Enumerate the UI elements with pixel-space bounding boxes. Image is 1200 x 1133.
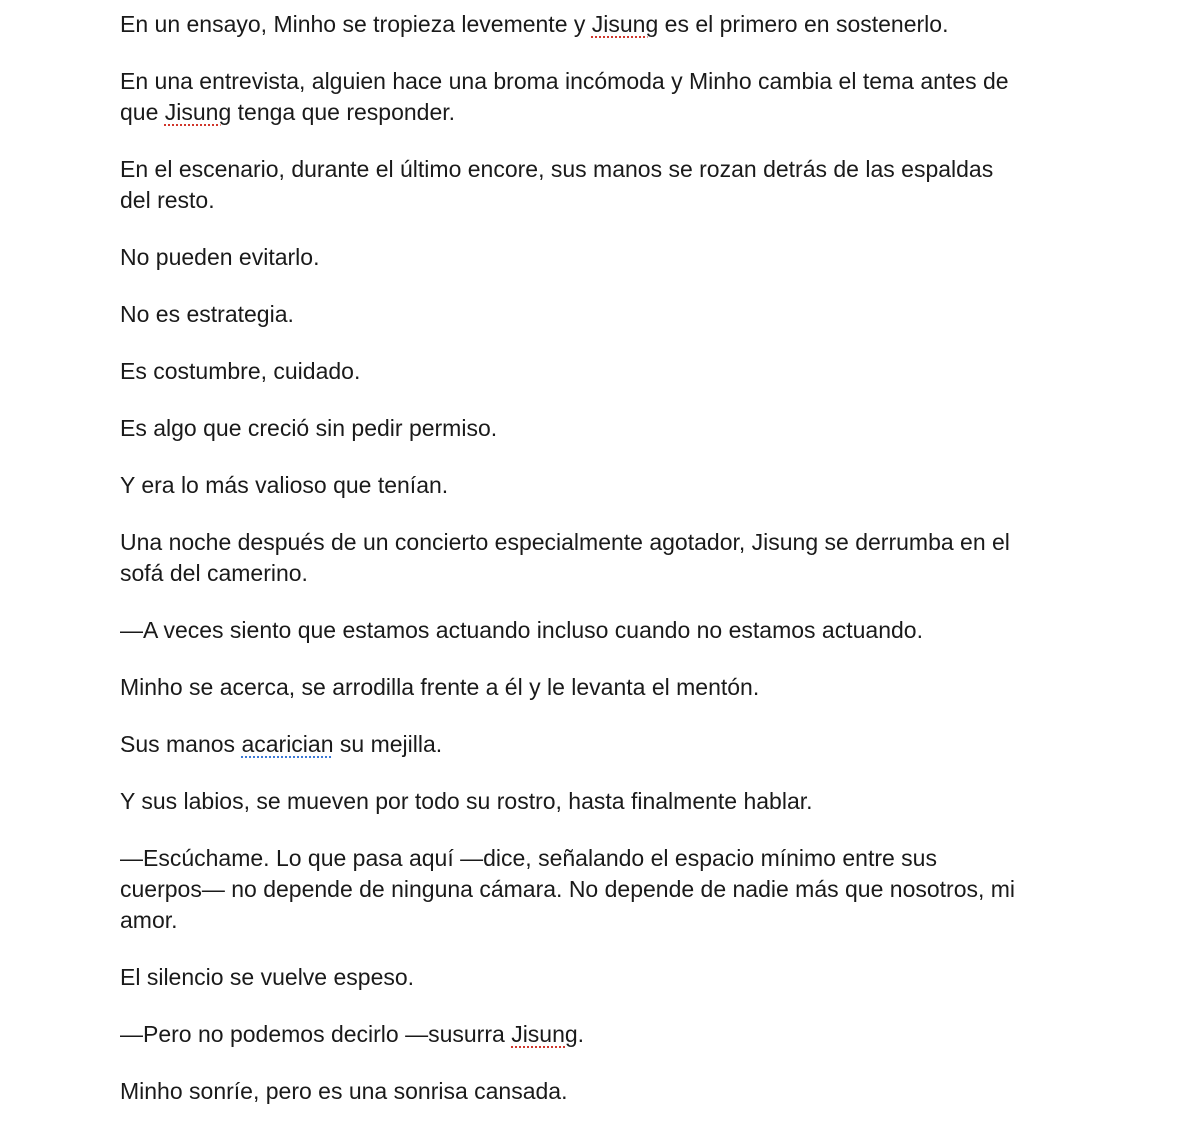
text-run: . bbox=[577, 1021, 585, 1047]
paragraph bbox=[120, 1019, 1020, 1050]
paragraph bbox=[120, 9, 1020, 40]
paragraph bbox=[120, 1076, 1020, 1107]
text-run: En el escenario, durante el último encore, sus manos se rozan detrás de las espaldas del resto. bbox=[120, 156, 994, 213]
text-run: Minho se acerca, se arrodilla frente a él y le levanta el mentón. bbox=[120, 674, 760, 700]
paragraph bbox=[120, 470, 1020, 501]
paragraph bbox=[120, 843, 1020, 936]
text-run: Y sus labios, se mueven por todo su rostro, hasta finalmente hablar. bbox=[120, 788, 813, 814]
text-run: No es estrategia. bbox=[120, 301, 294, 327]
paragraph bbox=[120, 962, 1020, 993]
spelling-error-word[interactable]: Jisung bbox=[591, 11, 659, 37]
paragraph bbox=[120, 786, 1020, 817]
paragraph bbox=[120, 729, 1020, 760]
paragraph bbox=[120, 413, 1020, 444]
text-run: Y era lo más valioso que tenían. bbox=[120, 472, 449, 498]
text-run: Minho sonríe, pero es una sonrisa cansada. bbox=[120, 1078, 568, 1104]
text-run: Es costumbre, cuidado. bbox=[120, 358, 361, 384]
spelling-error-word[interactable]: Jisung bbox=[164, 99, 232, 125]
spelling-error-word[interactable]: Jisung bbox=[511, 1021, 578, 1047]
text-run: No pueden evitarlo. bbox=[120, 244, 320, 270]
text-run: Es algo que creció sin pedir permiso. bbox=[120, 415, 498, 441]
paragraph bbox=[120, 66, 1020, 128]
text-run: Sus manos bbox=[120, 731, 242, 757]
paragraph bbox=[120, 672, 1020, 703]
paragraph bbox=[120, 299, 1020, 330]
paragraph bbox=[120, 356, 1020, 387]
text-run: En un ensayo, Minho se tropieza levemente y bbox=[120, 11, 592, 37]
paragraph bbox=[120, 154, 1020, 216]
text-run: es el primero en sostenerlo. bbox=[658, 11, 949, 37]
text-run: tenga que responder. bbox=[231, 99, 456, 125]
text-run: Una noche después de un concierto especialmente agotador, Jisung se derrumba en el sofá del camerino. bbox=[120, 529, 1010, 586]
text-run: —Pero no podemos decirlo —susurra bbox=[120, 1021, 512, 1047]
paragraph bbox=[120, 615, 1020, 646]
text-run: —A veces siento que estamos actuando incluso cuando no estamos actuando. bbox=[120, 617, 923, 643]
text-run: En una entrevista, alguien hace una broma incómoda y Minho cambia el tema antes de que bbox=[120, 68, 1009, 125]
text-run: El silencio se vuelve espeso. bbox=[120, 964, 415, 990]
text-run: su mejilla. bbox=[333, 731, 443, 757]
paragraph bbox=[120, 527, 1020, 589]
paragraph bbox=[120, 242, 1020, 273]
text-run: —Escúchame. Lo que pasa aquí —dice, señalando el espacio mínimo entre sus cuerpos— no depende de ninguna cámara. No depende de nadie más que nosotros, mi amor. bbox=[120, 845, 1016, 933]
grammar-suggestion-word[interactable]: acarician bbox=[241, 731, 334, 757]
document-body[interactable] bbox=[120, 9, 1020, 1133]
